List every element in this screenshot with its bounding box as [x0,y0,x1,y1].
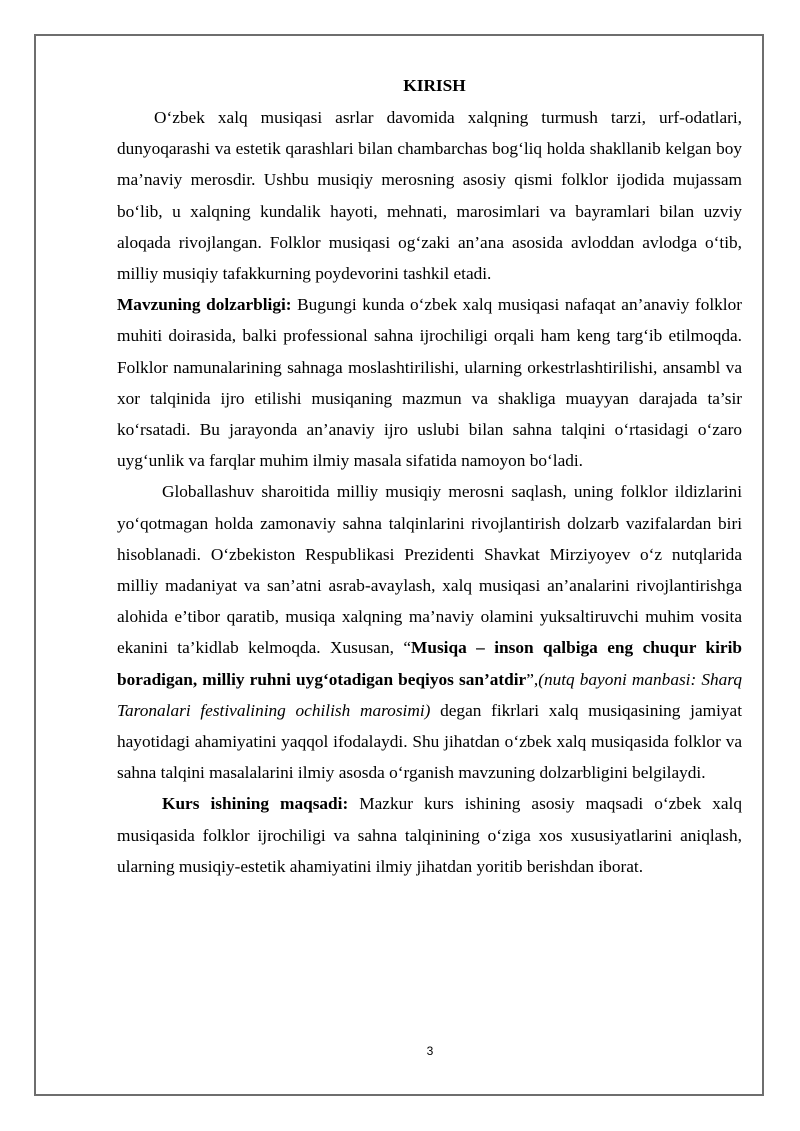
intro-paragraph: O‘zbek xalq musiqasi asrlar davomida xalqning turmush tarzi, urf-odatlari, dunyoqarashi va estetik qarashlari bilan chambarchas bog‘liq holda shakllanib kelgan boy ma’naviy merosdir. Ushbu musiqiy merosning asosiy qismi folklor ijodida mujassam bo‘lib, u xalqning kundalik hayoti, mehnati, marosimlari va bayramlari bilan uzviy aloqada rivojlangan. Folklor musiqasi og‘zaki an’ana asosida avloddan avlodga o‘tib, milliy musiqiy tafakkurning poydevorini tashkil etadi. [117,108,742,284]
globalization-text: Globallashuv sharoitida milliy musiqiy merosni saqlash, uning folklor ildizlarini yo‘qotmagan holda zamonaviy sahna talqinlarini rivojlantirish dolzarb vazifalardan biri hisoblanadi. O‘zbekiston Respublikasi Prezidenti Shavkat Mirziyoyev o‘z nutqlarida milliy madaniyat va san’atni asrab-avaylash, xalq musiqasi an’analarini rivojlantirishga alohida e’tibor qaratib, musiqa xalqning ma’naviy olamini yuksaltiruvchi muhim vosita ekanini ta’kidlab kelmoqda. Xususan, “ [117,482,742,658]
globalization-text-end: degan fikrlari xalq musiqasining jamiyat hayotidagi ahamiyatini yaqqol ifodalaydi. Shu jihatdan o‘zbek xalq musiqasida folklor va sahna talqini masalalarini ilmiy asosda o‘rganish mavzuning dolzarbligini belgilaydi. [117,700,743,783]
president-quote: Musiqa – inson qalbiga eng chuqur kirib boradigan, milliy ruhni uyg‘otadigan beqiyos san’atdir [117,638,742,689]
relevance-label: Mavzuning dolzarbligi: [117,295,292,315]
relevance-text: Bugungi kunda o‘zbek xalq musiqasi nafaqat an’anaviy folklor muhiti doirasida, balki professional sahna ijrochiligi orqali ham keng targ‘ib etilmoqda. Folklor namunalarining sahnaga moslashtirilishi, ularning orkestrlashtirilishi, ansambl va xor talqinida ijro etilishi musiqaning mazmun va shakliga muayyan darajada ta’sir ko‘rsatadi. Bu jarayonda an’anaviy ijro uslubi bilan sahna talqini o‘rtasidagi o‘zaro uyg‘unlik va farqlar muhim ilmiy masala sifatida namoyon bo‘ladi. [117,295,742,471]
relevance-paragraph [117,289,742,476]
section-title: KIRISH [403,76,466,95]
quote-source: (nutq bayoni manbasi: Sharq Taronalari festivalining ochilish marosimi) [117,669,742,720]
aim-label: Kurs ishining maqsadi: [162,794,349,814]
aim-paragraph [117,788,742,882]
document-body [117,70,742,882]
aim-text: Mazkur kurs ishining asosiy maqsadi o‘zbek xalq musiqasida folklor ijrochiligi va sahna talqinining o‘ziga xos xususiyatlarini aniqlash, ularning musiqiy-estetik ahamiyatini ilmiy jihatdan yoritib berishdan iborat. [117,794,742,876]
page-number: 3 [426,1044,434,1058]
globalization-paragraph [117,476,742,788]
quote-close: ”, [526,669,539,689]
